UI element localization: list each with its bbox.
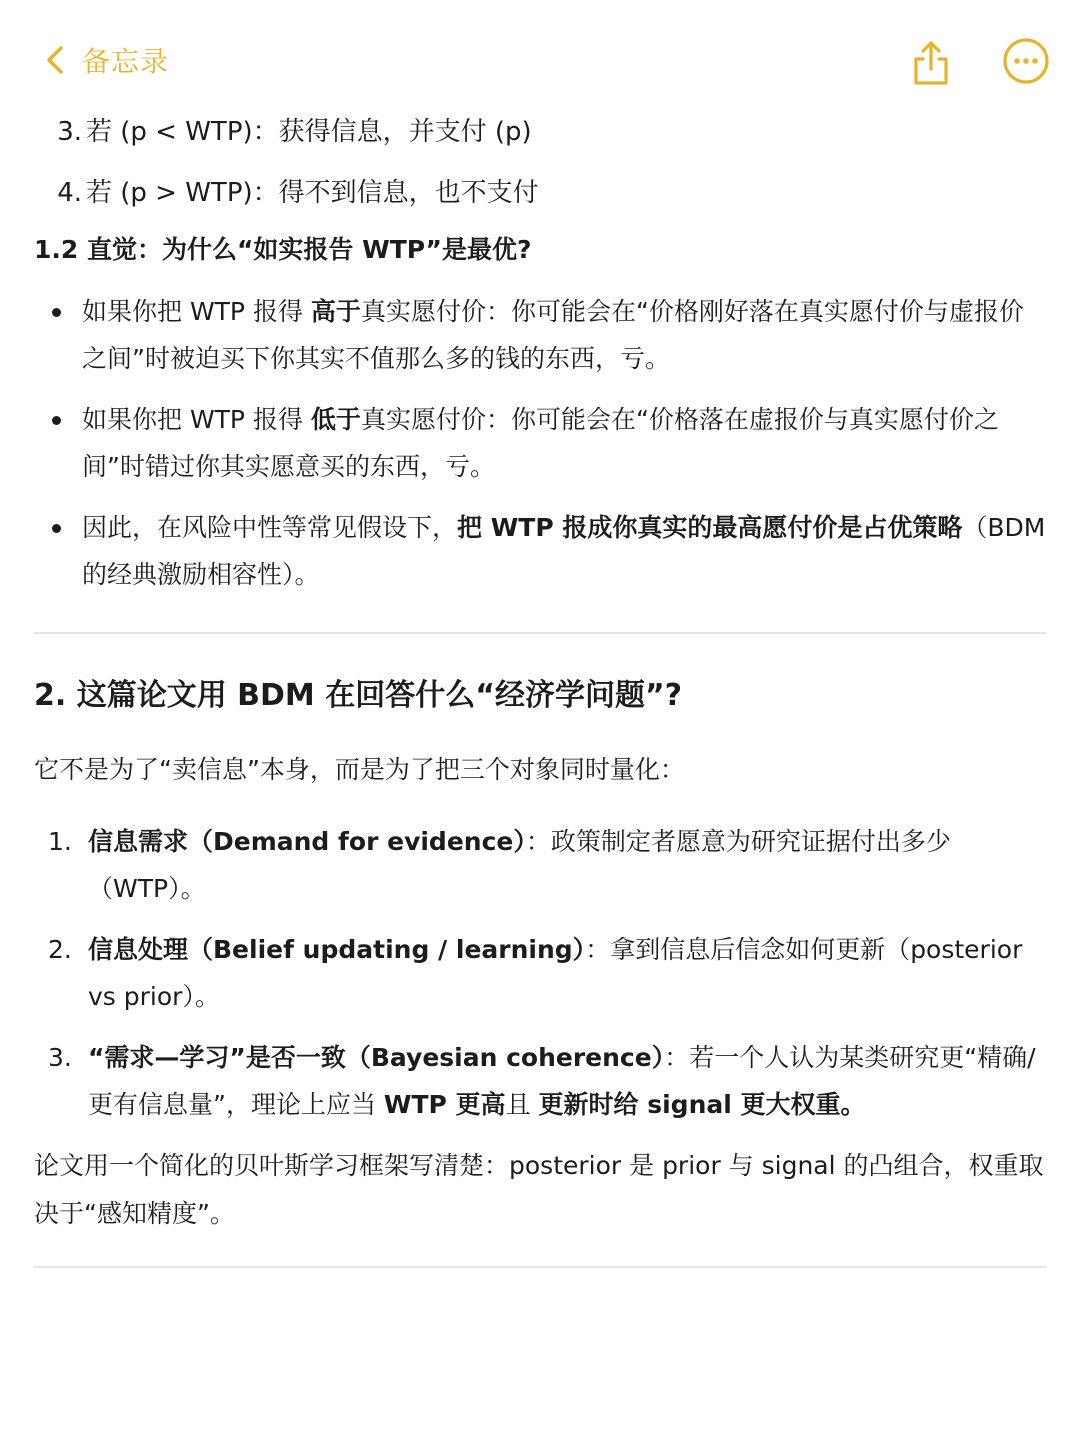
list-number: 1. <box>48 827 72 856</box>
list-item <box>34 818 1046 912</box>
intro-paragraph: 它不是为了“卖信息”本身，而是为了把三个对象同时量化： <box>34 755 685 784</box>
item-text: ：政策制定者愿意为研究证据付出多少（WTP）。 <box>88 827 951 903</box>
section-heading-2: 2. 这篇论文用 BDM 在回答什么“经济学问题”? <box>34 678 683 713</box>
share-icon <box>906 38 956 88</box>
bullet-item <box>34 288 1046 382</box>
list-item <box>34 108 1046 156</box>
list-number: 3. <box>57 117 82 147</box>
bullet-text: 如果你把 WTP 报得 <box>82 405 311 434</box>
bullet-bold: 高于 <box>310 297 361 326</box>
back-label: 备忘录 <box>82 45 170 78</box>
more-options-icon <box>1002 37 1050 85</box>
list-text: 若 (p > WTP)：得不到信息，也不支付 <box>86 178 539 208</box>
bullet-text: 因此，在风险中性等常见假设下， <box>82 513 458 542</box>
item-text: 且 <box>505 1090 539 1119</box>
more-button[interactable] <box>1002 37 1050 85</box>
bullet-item <box>34 396 1046 490</box>
bullet-list <box>34 288 1046 598</box>
section-heading-1-2: 1.2 直觉：为什么“如实报告 WTP”是最优? <box>34 235 532 264</box>
list-item <box>34 169 1046 217</box>
bullet-item <box>34 504 1046 598</box>
list-text <box>88 1034 1046 1128</box>
divider <box>34 1266 1046 1268</box>
item-bold: 更新时给 signal 更大权重。 <box>538 1090 866 1119</box>
list-item <box>34 926 1046 1020</box>
bullet-bold: 低于 <box>310 405 361 434</box>
item-bold: “需求—学习”是否一致（Bayesian coherence） <box>88 1043 665 1072</box>
list-text: 若 (p < WTP)：获得信息，并支付 (p) <box>86 117 532 147</box>
chevron-left-icon <box>40 36 70 84</box>
item-bold: 信息处理（Belief updating / learning） <box>88 935 586 964</box>
numbered-list <box>34 818 1046 1128</box>
share-button[interactable] <box>906 38 956 88</box>
list-number: 2. <box>48 935 72 964</box>
item-text: ：若一个人认为某类研究更“精确/更有信息量”，理论上应当 <box>88 1043 1036 1119</box>
item-bold: 信息需求（Demand for evidence） <box>88 827 526 856</box>
note-body[interactable] <box>34 108 1046 1268</box>
list-item <box>34 1034 1046 1128</box>
divider <box>34 632 1046 634</box>
top-numbered-list <box>34 108 1046 217</box>
list-text <box>88 926 1046 1020</box>
bullet-text: 如果你把 WTP 报得 <box>82 297 311 326</box>
list-text <box>88 818 1046 912</box>
bullet-text: 真实愿付价：你可能会在“价格刚好落在真实愿付价与虚报价之间”时被迫买下你其实不值那么多的钱的东西，亏。 <box>82 297 1024 373</box>
back-button[interactable] <box>40 36 169 84</box>
bullet-text: 真实愿付价：你可能会在“价格落在虚报价与真实愿付价之间”时错过你其实愿意买的东西，亏。 <box>82 405 999 481</box>
closing-paragraph: 论文用一个简化的贝叶斯学习框架写清楚：posterior 是 prior 与 signal 的凸组合，权重取决于“感知精度”。 <box>34 1151 1044 1228</box>
list-number: 4. <box>57 178 82 208</box>
item-bold: WTP 更高 <box>383 1090 506 1119</box>
item-text: ：拿到信息后信念如何更新（posterior vs prior）。 <box>88 935 1023 1011</box>
list-number: 3. <box>48 1043 72 1072</box>
bullet-text: （BDM 的经典激励相容性）。 <box>82 513 1046 589</box>
bullet-bold: 把 WTP 报成你真实的最高愿付价是占优策略 <box>457 513 963 542</box>
navigation-bar <box>0 0 1080 110</box>
